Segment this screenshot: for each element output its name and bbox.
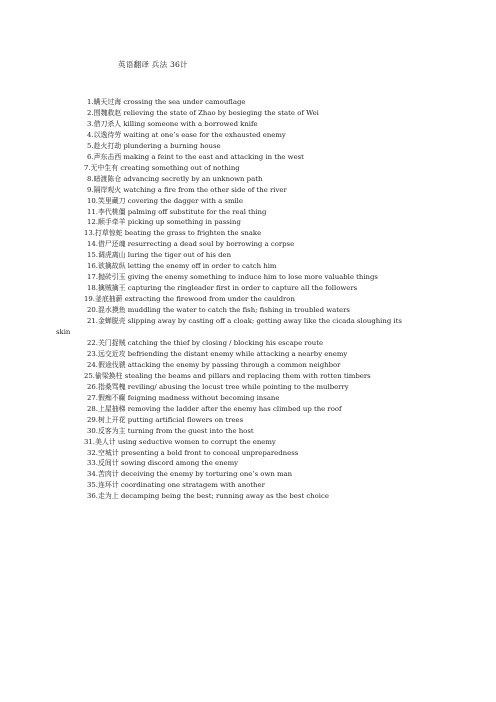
stratagem-text: 10.笑里藏刀 covering the dagger with a smile	[87, 196, 243, 205]
stratagem-item	[63, 108, 487, 119]
stratagem-item	[63, 141, 487, 152]
stratagem-text: 29.树上开花 putting artificial flowers on trees	[87, 415, 244, 424]
stratagem-text: 9.隔岸观火 watching a fire from the other side of the river	[87, 185, 287, 194]
stratagem-text: 27.假痴不癫 feigning madness without becoming insane	[87, 393, 280, 402]
stratagem-text: 33.反间计 sowing discord among the enemy	[87, 459, 239, 468]
document-title: 英语翻译 兵法 36计	[118, 60, 188, 69]
stratagem-item	[63, 294, 487, 305]
stratagem-item	[63, 185, 487, 196]
stratagem-item	[63, 371, 487, 382]
stratagem-item	[63, 119, 487, 130]
stratagem-item	[63, 261, 487, 272]
stratagem-item	[63, 382, 487, 393]
stratagem-text: 12.顺手牵羊 picking up something in passing	[87, 218, 241, 227]
stratagem-text: 19.釜底抽薪 extracting the firewood from under the cauldron	[84, 295, 295, 304]
stratagem-item	[63, 426, 487, 437]
stratagem-text: 26.指桑骂槐 reviling/ abusing the locust tree while pointing to the mulberry	[87, 382, 349, 391]
stratagem-text: 4.以逸待劳 waiting at one’s ease for the exhausted enemy	[87, 130, 286, 139]
stratagem-item	[63, 250, 487, 261]
stratagem-text: 1.瞒天过海 crossing the sea under camouflage	[87, 98, 246, 106]
stratagem-text: 30.反客为主 turning from the guest into the host	[87, 426, 254, 435]
stratagem-item	[63, 217, 487, 228]
stratagem-text: 23.远交近攻 befriending the distant enemy while attacking a nearby enemy	[87, 349, 348, 358]
stratagem-item	[63, 393, 487, 404]
stratagem-item	[63, 491, 487, 502]
stratagem-text: 16.欲擒故纵 letting the enemy off in order to catch him	[87, 262, 277, 271]
stratagem-text: 5.趁火打劫 plundering a burning house	[87, 141, 221, 150]
stratagem-item	[63, 130, 487, 141]
stratagem-item	[63, 239, 487, 250]
stratagem-item	[63, 437, 487, 448]
stratagem-item	[63, 338, 487, 349]
stratagem-text: 18.擒贼擒王 capturing the ringleader first in order to capture all the followers	[87, 284, 358, 293]
stratagem-item	[63, 163, 487, 174]
stratagem-text: 32.空城计 presenting a bold front to conceal unpreparedness	[87, 448, 299, 457]
stratagem-text: 25.偷梁换柱 stealing the beams and pillars and replacing them with rotten timbers	[84, 371, 371, 380]
stratagem-text: 34.苦肉计 deceiving the enemy by torturing one’s own man	[87, 470, 293, 479]
stratagem-item	[63, 228, 487, 239]
stratagem-item	[63, 97, 487, 108]
stratagem-text: 31.美人计 using seductive women to corrupt the enemy	[84, 437, 276, 446]
stratagem-item	[63, 448, 487, 459]
stratagem-text: 17.抛砖引玉 giving the enemy something to induce him to lose more valuable things	[87, 273, 378, 282]
stratagem-item	[63, 458, 487, 469]
stratagem-item	[63, 349, 487, 360]
stratagem-item	[63, 283, 487, 294]
stratagem-item	[63, 316, 487, 327]
stratagem-item-continuation: skin	[56, 328, 71, 337]
stratagem-text: 21.金蝉脱壳 slipping away by casting off a cloak; getting away like the cicada sloughing its	[87, 317, 402, 326]
stratagem-item	[63, 360, 487, 371]
stratagem-text: 14.借尸还魂 resurrecting a dead soul by borrowing a corpse	[87, 240, 295, 249]
stratagem-text: 35.连环计 coordinating one stratagem with another	[87, 481, 265, 490]
stratagem-text: 36.走为上 decamping being the best; running away as the best choice	[87, 492, 329, 501]
stratagem-text: 8.暗渡陈仓 advancing secretly by an unknown path	[87, 174, 263, 183]
stratagem-item	[63, 469, 487, 480]
stratagem-item	[63, 480, 487, 491]
stratagem-text: 7.无中生有 creating something out of nothing	[84, 163, 240, 172]
stratagem-text: 28.上屋抽梯 removing the ladder after the enemy has climbed up the roof	[87, 404, 342, 413]
stratagem-text: 11.李代桃僵 palming off substitute for the real thing	[87, 207, 267, 216]
stratagem-text: 3.借刀杀人 killing someone with a borrowed knife	[87, 119, 258, 128]
stratagem-item	[63, 196, 487, 207]
stratagem-text: 2.围魏救赵 relieving the state of Zhao by besieging the state of Wei	[87, 108, 319, 117]
stratagem-item	[63, 272, 487, 283]
stratagem-text: 6.声东击西 making a feint to the east and attacking in the west	[87, 152, 304, 161]
stratagem-text: 15.调虎离山 luring the tiger out of his den	[87, 251, 232, 260]
stratagem-item	[63, 174, 487, 185]
stratagem-text: 13.打草惊蛇 beating the grass to frighten the snake	[84, 229, 262, 238]
stratagem-item	[63, 207, 487, 218]
stratagem-text: 22.关门捉贼 catching the thief by closing / blocking his escape route	[87, 338, 324, 347]
stratagem-item	[63, 415, 487, 426]
stratagem-item	[63, 152, 487, 163]
stratagem-text: 20.混水摸鱼 muddling the water to catch the fish; fishing in troubled waters	[87, 306, 350, 315]
stratagem-text: 24.假途伐虢 attacking the enemy by passing through a common neighbor	[87, 360, 341, 369]
stratagem-item	[63, 404, 487, 415]
stratagem-item	[63, 305, 487, 316]
stratagem-list	[56, 97, 487, 502]
